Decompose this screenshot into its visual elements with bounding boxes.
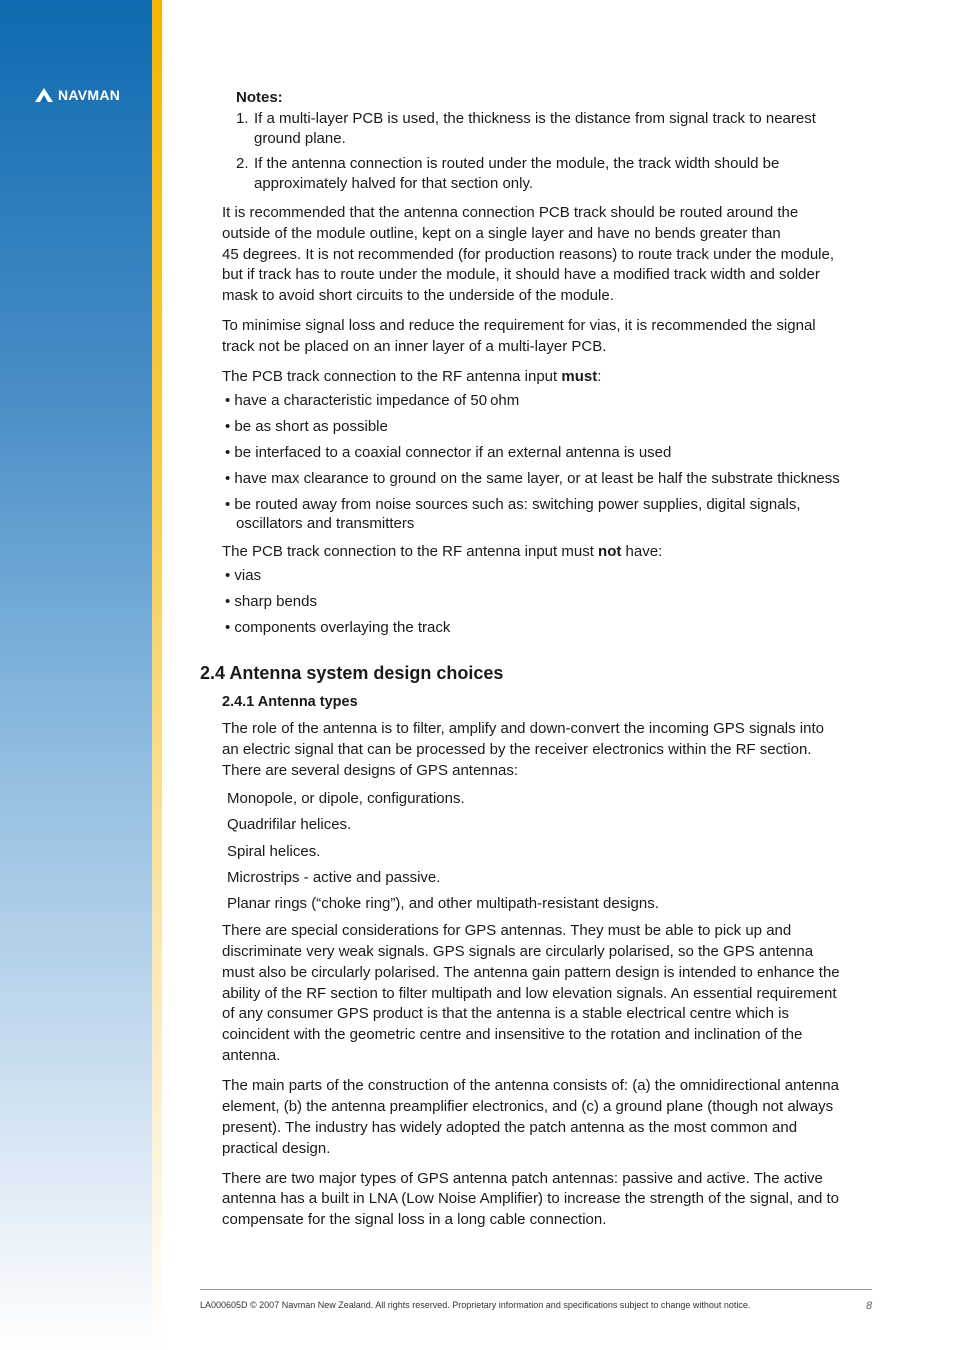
section-heading: 2.4 Antenna system design choices xyxy=(200,663,504,683)
body-line: ability of the RF section to filter multipath and low elevation signals. An essential requirement xyxy=(222,985,837,1002)
must-intro-text: The PCB track connection to the RF antenna input xyxy=(222,368,562,385)
body-line: antenna has a built in LNA (Low Noise Amplifier) to increase the strength of the signal, and to xyxy=(222,1190,840,1207)
note-number: 2. xyxy=(236,155,249,172)
design-item: Monopole, or dipole, configurations. xyxy=(227,790,465,807)
note-text: If a multi-layer PCB is used, the thickness is the distance from signal track to nearest xyxy=(254,110,816,127)
page-number: 8 xyxy=(866,1300,873,1312)
body-line: The role of the antenna is to filter, amplify and down-convert the incoming GPS signals into xyxy=(222,720,824,737)
body-line: of any consumer GPS product is that the antenna is a stable electrical centre which is xyxy=(222,1005,789,1022)
sidebar-band xyxy=(0,0,152,1350)
body-line: but if track has to route under the module, it should have a modified track width and solder xyxy=(222,266,820,283)
not-intro xyxy=(222,541,662,562)
body-line: present). The industry has widely adopted the patch antenna as the most common and xyxy=(222,1119,798,1136)
design-item: Planar rings (“choke ring”), and other multipath-resistant designs. xyxy=(227,895,659,912)
must-emphasis: must xyxy=(561,368,598,385)
not-intro-suffix: have: xyxy=(621,543,663,560)
body-line: coincident with the geometric centre and insensitive to the rotation and inclination of the xyxy=(222,1026,803,1043)
body-line: element, (b) the antenna preamplifier electronics, and (c) a ground plane (though not always xyxy=(222,1098,834,1115)
note-text: approximately halved for that section only. xyxy=(254,175,534,192)
body-line: track not be placed on an inner layer of a multi-layer PCB. xyxy=(222,338,607,355)
body-line: discriminate very weak signals. GPS signals are circularly polarised, so the GPS antenna xyxy=(222,943,814,960)
bullet-item: • components overlaying the track xyxy=(225,619,451,636)
design-item: Quadrifilar helices. xyxy=(227,816,352,833)
logo-wordmark: NAVMAN xyxy=(58,87,121,103)
body-line: outside of the module outline, kept on a single layer and have no bends greater than xyxy=(222,225,781,242)
bullet-item: • vias xyxy=(225,567,262,584)
must-intro xyxy=(222,366,601,387)
bullet-item: • be as short as possible xyxy=(225,418,388,435)
body-line: must also be circularly polarised. The antenna gain pattern design is intended to enhance the xyxy=(222,964,840,981)
notes-heading: Notes: xyxy=(236,89,283,106)
navman-logo-icon xyxy=(34,87,54,103)
must-intro-colon: : xyxy=(597,368,602,385)
body-line: antenna. xyxy=(222,1047,281,1064)
body-line: mask to avoid short circuits to the underside of the module. xyxy=(222,287,614,304)
navman-logo xyxy=(34,87,120,103)
bullet-item: • have max clearance to ground on the same layer, or at least be half the substrate thickness xyxy=(225,470,840,487)
footer-copyright: LA000605D © 2007 Navman New Zealand. All rights reserved. Proprietary information and specifications subject to change without notice. xyxy=(200,1300,751,1310)
body-line: an electric signal that can be processed by the receiver electronics within the RF section. xyxy=(222,741,812,758)
subsection-heading: 2.4.1 Antenna types xyxy=(222,694,358,710)
footer-divider xyxy=(200,1289,872,1290)
body-line: It is recommended that the antenna connection PCB track should be routed around the xyxy=(222,204,799,221)
design-item: Spiral helices. xyxy=(227,843,321,860)
design-item: Microstrips - active and passive. xyxy=(227,869,441,886)
bullet-item: • be routed away from noise sources such as: switching power supplies, digital signals, xyxy=(225,496,801,513)
bullet-item: • have a characteristic impedance of 50 ohm xyxy=(225,392,520,409)
gold-stripe xyxy=(152,0,162,1350)
not-intro-text: The PCB track connection to the RF antenna input must xyxy=(222,543,599,560)
note-number: 1. xyxy=(236,110,249,127)
body-line: 45 degrees. It is not recommended (for production reasons) to route track under the module, xyxy=(222,246,834,263)
body-line: There are special considerations for GPS antennas. They must be able to pick up and xyxy=(222,922,792,939)
body-line: There are two major types of GPS antenna patch antennas: passive and active. The active xyxy=(222,1170,823,1187)
not-emphasis: not xyxy=(598,543,622,560)
note-text: ground plane. xyxy=(254,130,346,147)
bullet-item: • be interfaced to a coaxial connector if an external antenna is used xyxy=(225,444,672,461)
body-line: There are several designs of GPS antennas: xyxy=(222,762,519,779)
body-line: The main parts of the construction of the antenna consists of: (a) the omnidirectional antenna xyxy=(222,1077,840,1094)
body-line: To minimise signal loss and reduce the requirement for vias, it is recommended the signal xyxy=(222,317,816,334)
body-line: compensate for the signal loss in a long cable connection. xyxy=(222,1211,607,1228)
body-line: practical design. xyxy=(222,1140,331,1157)
note-text: If the antenna connection is routed under the module, the track width should be xyxy=(254,155,780,172)
bullet-item: • sharp bends xyxy=(225,593,317,610)
bullet-item-continued: oscillators and transmitters xyxy=(236,515,415,532)
